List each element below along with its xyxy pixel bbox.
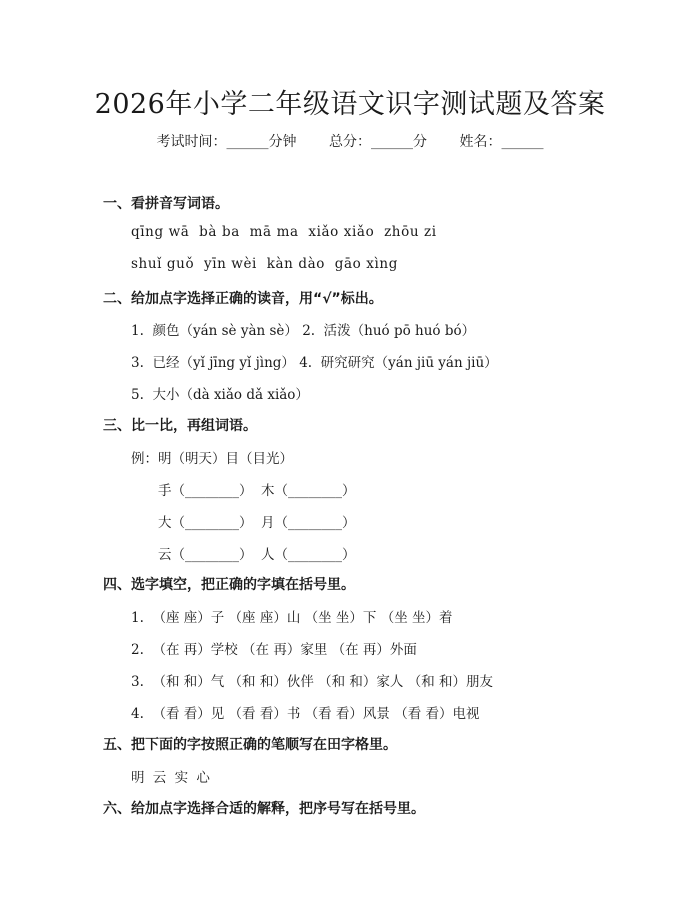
fill-in-line-1: 1. （座 座）子 （座 座）山 （坐 坐）下 （坐 坐）着 [131, 610, 453, 626]
pinyin-line-2: shuǐ guǒ yīn wèi kàn dào gāo xìng [131, 256, 398, 272]
compare-blank: 月（________） [261, 515, 356, 531]
section-1-heading: 一、看拼音写词语。 [103, 196, 229, 212]
pinyin-line-1: qīng wā bà ba mā ma xiǎo xiǎo zhōu zi [131, 224, 437, 240]
compare-example: 例：明（明天）目（目光） [131, 451, 293, 467]
student-name: 姓名：______ [459, 134, 544, 150]
exam-time: 考试时间：______分钟 [156, 134, 297, 150]
reading-item-line-1: 1. 颜色（yán sè yàn sè） 2. 活泼（huó pō huó bó） [131, 323, 476, 339]
reading-item-line-2: 3. 已经（yǐ jīng yǐ jìng） 4. 研究研究（yán jiū yán jiū） [131, 355, 498, 371]
stroke-order-chars: 明 云 实 心 [131, 770, 212, 786]
total-score: 总分：______分 [329, 134, 427, 150]
compare-blank: 大（________） [158, 515, 253, 531]
fill-in-line-3: 3. （和 和）气 （和 和）伙伴 （和 和）家人 （和 和）朋友 [131, 674, 494, 690]
fill-in-line-2: 2. （在 再）学校 （在 再）家里 （在 再）外面 [131, 642, 417, 658]
exam-info [0, 131, 700, 151]
compare-blank: 手（________） [158, 483, 253, 499]
page-title: 2026年小学二年级语文识字测试题及答案 [94, 89, 606, 120]
fill-in-line-4: 4. （看 看）见 （看 看）书 （看 看）风景 （看 看）电视 [131, 706, 480, 722]
section-5-heading: 五、把下面的字按照正确的笔顺写在田字格里。 [103, 737, 397, 753]
section-2-heading: 二、给加点字选择正确的读音，用“√”标出。 [103, 291, 383, 307]
compare-blank: 人（________） [261, 547, 356, 563]
reading-item-line-3: 5. 大小（dà xiǎo dǎ xiǎo） [131, 387, 309, 403]
section-6-heading: 六、给加点字选择合适的解释，把序号写在括号里。 [103, 801, 425, 817]
section-4-heading: 四、选字填空，把正确的字填在括号里。 [103, 577, 355, 593]
compare-blank: 云（________） [158, 547, 253, 563]
section-3-heading: 三、比一比，再组词语。 [103, 418, 257, 434]
compare-blank: 木（________） [261, 483, 356, 499]
